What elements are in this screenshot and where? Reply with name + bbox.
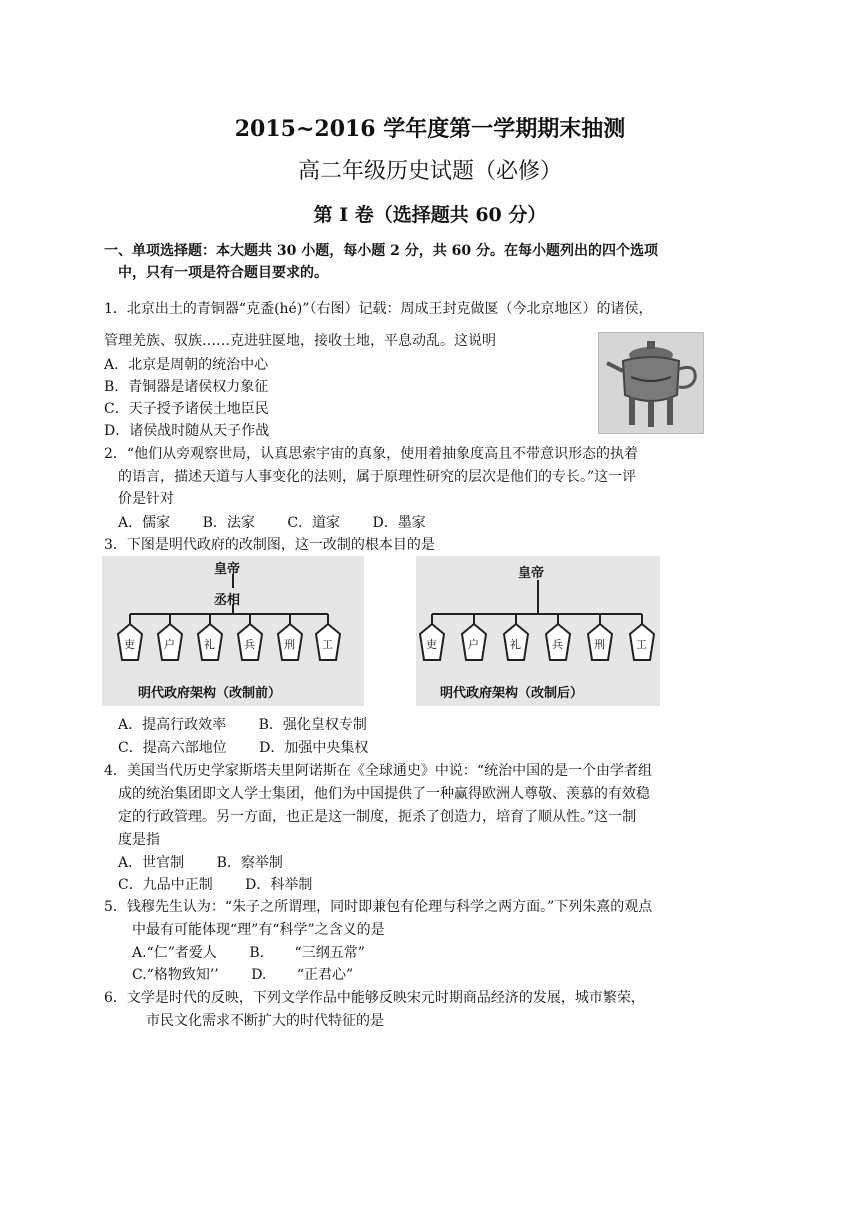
q4-option-a: A．世官制 xyxy=(118,855,185,871)
diagram-after-node: 礼 xyxy=(510,638,521,651)
q2-stem-line3: 价是针对 xyxy=(118,491,174,507)
q1-stem-line1: 1．北京出土的青铜器“克盉(hé)”（右图）记载：周成王封克做匽（今北京地区）的诸侯， xyxy=(104,301,653,317)
diagram-after-node: 工 xyxy=(636,638,647,651)
q1-option-d: D．诸侯战时随从天子作战 xyxy=(104,423,270,439)
q3-option-d: D．加强中央集权 xyxy=(259,740,369,756)
q3-options-row1 xyxy=(118,714,367,734)
q3-option-c: C．提高六部地位 xyxy=(118,740,227,756)
q4-option-b: B．察举制 xyxy=(216,855,283,871)
q4-stem-line4: 度是指 xyxy=(118,832,160,848)
q5-option-b: “三纲五常” xyxy=(294,945,365,961)
diagram-after-node: 刑 xyxy=(594,638,605,651)
diagram-after-node: 兵 xyxy=(552,638,563,651)
bronze-vessel-photo xyxy=(598,332,704,434)
q4-stem-line2: 成的统治集团即文人学士集团，他们为中国提供了一种赢得欧洲人尊敬、羡慕的有效稳 xyxy=(118,786,650,802)
q4-stem-line3: 定的行政管理。另一方面，也正是这一制度，扼杀了创造力，培育了顺从性。”这一制 xyxy=(118,809,637,825)
q5-option-d-letter: D. xyxy=(251,967,267,983)
q4-stem-line1: 4．美国当代历史学家斯塔夫里阿诺斯在《全球通史》中说：“统治中国的是一个由学者组 xyxy=(104,763,653,779)
diagram-after-reform xyxy=(416,556,660,706)
diagram-after-caption: 明代政府架构（改制后） xyxy=(440,686,584,701)
q2-options xyxy=(118,512,426,532)
q1-stem-line2: 管理羌族、驭族……克进驻匽地，接收土地，平息动乱。这说明 xyxy=(104,333,496,349)
q6-stem-line2: 市民文化需求不断扩大的时代特征的是 xyxy=(146,1013,384,1029)
diagram-before-node: 礼 xyxy=(204,638,215,651)
q2-option-a: A．儒家 xyxy=(118,515,171,531)
exam-title: 2015~2016 学年度第一学期期末抽测 xyxy=(234,116,626,142)
diagram-before-node: 户 xyxy=(164,638,175,651)
q1-option-b: B．青铜器是诸侯权力象征 xyxy=(104,379,269,395)
q5-options-row2 xyxy=(132,964,353,984)
exam-subtitle: 高二年级历史试题（必修） xyxy=(297,159,562,184)
q3-option-b: B．强化皇权专制 xyxy=(258,717,367,733)
q4-option-c: C．九品中正制 xyxy=(118,877,213,893)
q5-option-c: C.“格物致知’’ xyxy=(132,967,219,983)
q2-stem-line2: 的语言，描述天道与人事变化的法则，属于原理性研究的层次是他们的专长。”这一评 xyxy=(118,469,637,485)
q5-stem-line2: 中最有可能体现“理”有“科学”之含义的是 xyxy=(132,922,385,938)
diagram-before-caption: 明代政府架构（改制前） xyxy=(138,686,282,701)
part-heading: 第 I 卷（选择题共 60 分） xyxy=(313,204,547,226)
q5-stem-line1: 5．钱穆先生认为：“朱子之所谓理，同时即兼包有伦理与科学之两方面。”下列朱熹的观点 xyxy=(104,899,653,915)
diagram-before-emperor: 皇帝 xyxy=(214,562,241,577)
q2-option-c: C．道家 xyxy=(287,515,341,531)
diagram-after-node: 户 xyxy=(468,638,479,651)
q4-options-row1 xyxy=(118,852,283,872)
q3-stem-line1: 3．下图是明代政府的改制图，这一改制的根本目的是 xyxy=(104,537,435,553)
q3-option-a: A．提高行政效率 xyxy=(118,717,227,733)
diagram-before-chancellor: 丞相 xyxy=(214,593,241,608)
diagram-before-node: 刑 xyxy=(284,638,295,651)
q5-option-b-letter: B. xyxy=(249,945,265,961)
q2-option-d: D．墨家 xyxy=(372,515,426,531)
diagram-after-node: 吏 xyxy=(426,638,437,651)
section-instructions-line1: 一、单项选择题：本大题共 30 小题，每小题 2 分，共 60 分。在每小题列出的四个选项 xyxy=(104,243,658,259)
q4-options-row2 xyxy=(118,874,312,894)
q5-option-a: A.“仁”者爱人 xyxy=(132,945,217,961)
diagram-before-node: 兵 xyxy=(244,638,255,651)
q5-option-d: “正君心” xyxy=(296,967,354,983)
q3-options-row2 xyxy=(118,737,368,757)
q2-option-b: B．法家 xyxy=(202,515,255,531)
q2-stem-line1: 2．“他们从旁观察世局，认真思索宇宙的真象，使用着抽象度高且不带意识形态的执着 xyxy=(104,446,639,462)
diagram-before-node: 工 xyxy=(322,638,333,651)
q1-option-c: C．天子授予诸侯土地臣民 xyxy=(104,401,269,417)
q5-options-row1 xyxy=(132,942,365,962)
q1-option-a: A．北京是周朝的统治中心 xyxy=(104,357,269,373)
diagram-after-emperor: 皇帝 xyxy=(518,566,545,581)
diagram-before-node: 吏 xyxy=(124,638,135,651)
section-instructions-line2: 中，只有一项是符合题目要求的。 xyxy=(118,265,328,281)
diagram-before-reform xyxy=(102,556,364,706)
q6-stem-line1: 6．文学是时代的反映，下列文学作品中能够反映宋元时期商品经济的发展，城市繁荣， xyxy=(104,990,645,1006)
q4-option-d: D．科举制 xyxy=(245,877,313,893)
